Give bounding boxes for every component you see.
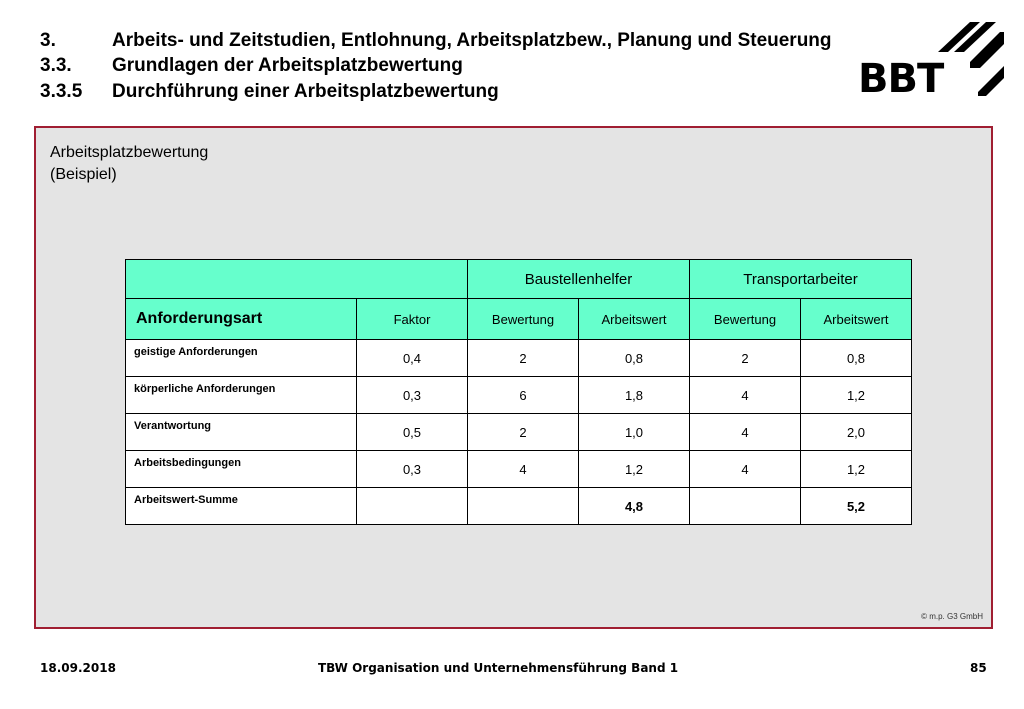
table-caption (50, 142, 208, 186)
table-row (126, 340, 912, 377)
group-header-transportarbeiter: Transportarbeiter (690, 260, 912, 299)
heading-number: 3.3.5 (40, 81, 83, 102)
cell-bewertung: 4 (468, 451, 579, 488)
bbt-logo (858, 22, 1004, 102)
heading-text: Grundlagen der Arbeitsplatzbewertung (112, 55, 463, 76)
cell-faktor: 0,3 (357, 377, 468, 414)
cell-faktor: 0,3 (357, 451, 468, 488)
heading-text: Arbeits- und Zeitstudien, Entlohnung, Arbeitsplatzbew., Planung und Steuerung (112, 30, 832, 51)
heading-number: 3.3. (40, 55, 72, 76)
cell-faktor: 0,4 (357, 340, 468, 377)
cell-bewertung: 4 (690, 451, 801, 488)
row-label: körperliche Anforderungen (126, 377, 357, 414)
table-row (126, 414, 912, 451)
cell-arbeitswert: 0,8 (801, 340, 912, 377)
heading-text: Durchführung einer Arbeitsplatzbewertung (112, 81, 499, 102)
caption-title: Arbeitsplatzbewertung (50, 144, 209, 161)
cell-faktor: 0,5 (357, 414, 468, 451)
sum-row-label: Arbeitswert-Summe (126, 488, 357, 525)
sum-row (126, 488, 912, 525)
footer-date: 18.09.2018 (40, 661, 116, 675)
empty-header-cell (126, 260, 468, 299)
row-header-anforderungsart: Anforderungsart (126, 299, 357, 340)
logo-text: BBT (858, 56, 944, 102)
table-row (126, 377, 912, 414)
caption-subtitle: (Beispiel) (50, 166, 117, 183)
cell-arbeitswert: 1,8 (579, 377, 690, 414)
evaluation-table (125, 259, 912, 525)
table-row (126, 451, 912, 488)
copyright-note: © m.p. G3 GmbH (921, 612, 983, 621)
cell-bewertung: 4 (690, 414, 801, 451)
cell-arbeitswert: 1,2 (801, 377, 912, 414)
cell-arbeitswert: 1,2 (801, 451, 912, 488)
empty-cell (690, 488, 801, 525)
group-header-row (126, 260, 912, 299)
sub-header-bewertung: Bewertung (690, 299, 801, 340)
sub-header-arbeitswert: Arbeitswert (579, 299, 690, 340)
sub-header-arbeitswert: Arbeitswert (801, 299, 912, 340)
cell-arbeitswert: 1,2 (579, 451, 690, 488)
row-label: Verantwortung (126, 414, 357, 451)
cell-bewertung: 2 (690, 340, 801, 377)
cell-bewertung: 2 (468, 340, 579, 377)
cell-arbeitswert: 0,8 (579, 340, 690, 377)
footer-page-number: 85 (970, 661, 987, 675)
empty-cell (357, 488, 468, 525)
footer-title: TBW Organisation und Unternehmensführung Band 1 (318, 661, 679, 675)
sub-header-faktor: Faktor (357, 299, 468, 340)
sum-arbeitswert-baustellenhelfer: 4,8 (579, 488, 690, 525)
empty-cell (468, 488, 579, 525)
cell-bewertung: 2 (468, 414, 579, 451)
cell-bewertung: 4 (690, 377, 801, 414)
cell-arbeitswert: 2,0 (801, 414, 912, 451)
row-label: Arbeitsbedingungen (126, 451, 357, 488)
sub-header-bewertung: Bewertung (468, 299, 579, 340)
sub-header-row (126, 299, 912, 340)
group-header-baustellenhelfer: Baustellenhelfer (468, 260, 690, 299)
row-label: geistige Anforderungen (126, 340, 357, 377)
cell-arbeitswert: 1,0 (579, 414, 690, 451)
cell-bewertung: 6 (468, 377, 579, 414)
sum-arbeitswert-transportarbeiter: 5,2 (801, 488, 912, 525)
heading-number: 3. (40, 30, 56, 51)
